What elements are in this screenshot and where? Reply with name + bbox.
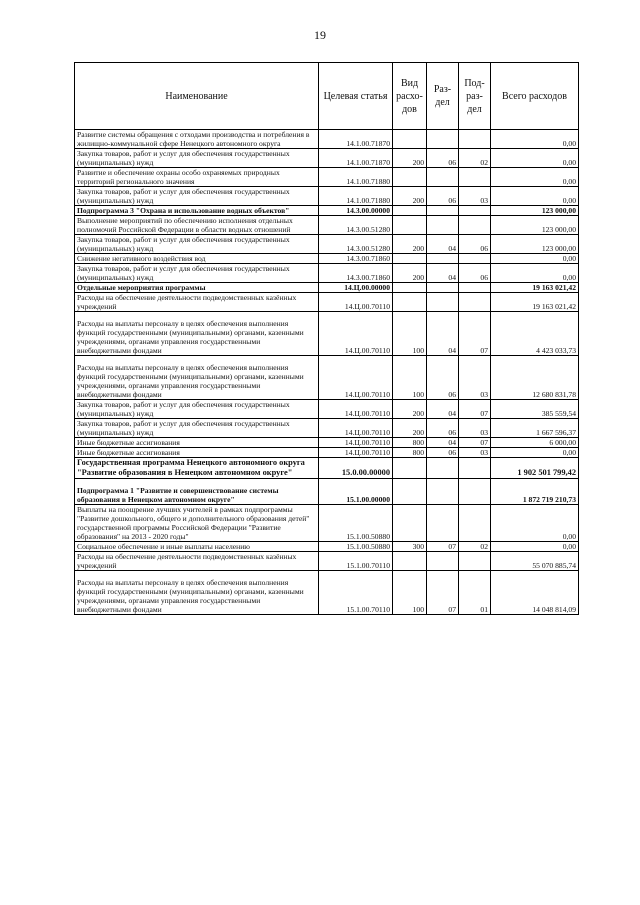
- cell-code: 15.1.00.50880: [319, 505, 393, 542]
- cell-subsection: 07: [459, 400, 491, 419]
- cell-total: 0,00: [491, 187, 579, 206]
- cell-name: Государственная программа Ненецкого автономного округа "Развитие образования в Ненецком автономном округе": [75, 458, 319, 479]
- table-row: [75, 438, 579, 448]
- cell-subsection: [459, 168, 491, 187]
- cell-type: 200: [393, 149, 427, 168]
- cell-code: 15.1.00.70110: [319, 571, 393, 615]
- cell-code: 15.0.00.00000: [319, 458, 393, 479]
- cell-type: [393, 552, 427, 571]
- cell-total: 19 163 021,42: [491, 283, 579, 293]
- cell-section: 04: [427, 235, 459, 254]
- cell-section: [427, 293, 459, 312]
- cell-type: 100: [393, 312, 427, 356]
- header-name: Наименование: [75, 63, 319, 130]
- cell-section: 06: [427, 356, 459, 400]
- cell-name: Закупка товаров, работ и услуг для обеспечения государственных (муниципальных) нужд: [75, 264, 319, 283]
- cell-subsection: [459, 254, 491, 264]
- cell-type: 200: [393, 187, 427, 206]
- table-body: [75, 130, 579, 615]
- cell-total: 385 559,54: [491, 400, 579, 419]
- cell-type: [393, 168, 427, 187]
- cell-type: 800: [393, 448, 427, 458]
- cell-type: 200: [393, 419, 427, 438]
- cell-section: [427, 254, 459, 264]
- cell-subsection: 07: [459, 312, 491, 356]
- cell-subsection: [459, 216, 491, 235]
- header-section: Раз-дел: [427, 63, 459, 130]
- cell-total: 6 000,00: [491, 438, 579, 448]
- table-row: [75, 168, 579, 187]
- table-row: [75, 149, 579, 168]
- table-row: [75, 505, 579, 542]
- cell-total: 4 423 033,73: [491, 312, 579, 356]
- cell-subsection: [459, 130, 491, 149]
- cell-type: 200: [393, 264, 427, 283]
- cell-section: 07: [427, 571, 459, 615]
- cell-name: Развитие системы обращения с отходами производства и потребления в жилищно-коммунальной сфере Ненецкого автономного округа: [75, 130, 319, 149]
- cell-subsection: [459, 552, 491, 571]
- header-type: Вид расхо-дов: [393, 63, 427, 130]
- cell-subsection: [459, 283, 491, 293]
- cell-code: 14.1.00.71870: [319, 130, 393, 149]
- cell-total: 0,00: [491, 542, 579, 552]
- table-row: [75, 448, 579, 458]
- cell-type: [393, 283, 427, 293]
- table-row: [75, 356, 579, 400]
- cell-code: 14.1.00.71870: [319, 149, 393, 168]
- cell-name: Снижение негативного воздействия вод: [75, 254, 319, 264]
- cell-name: Расходы на выплаты персоналу в целях обеспечения выполнения функций государственными (муниципальными) органами, казенными учреждениями, органами управления государственными внебюджетными фондами: [75, 571, 319, 615]
- cell-section: [427, 216, 459, 235]
- cell-section: 04: [427, 400, 459, 419]
- cell-section: [427, 505, 459, 542]
- cell-subsection: 03: [459, 356, 491, 400]
- cell-name: Иные бюджетные ассигнования: [75, 438, 319, 448]
- table-row: [75, 571, 579, 615]
- cell-name: Выплаты на поощрение лучших учителей в рамках подпрограммы "Развитие дошкольного, общего и дополнительного образования детей" государственной программы Российской Федерации "Развитие образования" на 2013 - 2020 годы": [75, 505, 319, 542]
- cell-type: [393, 206, 427, 216]
- table-row: [75, 552, 579, 571]
- cell-total: 1 667 596,37: [491, 419, 579, 438]
- cell-code: 14.3.00.00000: [319, 206, 393, 216]
- cell-section: 04: [427, 264, 459, 283]
- cell-total: 0,00: [491, 264, 579, 283]
- table-row: [75, 542, 579, 552]
- cell-name: Закупка товаров, работ и услуг для обеспечения государственных (муниципальных) нужд: [75, 419, 319, 438]
- cell-code: 14.Ц.00.70110: [319, 400, 393, 419]
- cell-total: 19 163 021,42: [491, 293, 579, 312]
- cell-code: 14.Ц.00.70110: [319, 312, 393, 356]
- table-row: [75, 264, 579, 283]
- budget-table: [74, 62, 579, 615]
- table-row: [75, 235, 579, 254]
- cell-code: 15.1.00.70110: [319, 552, 393, 571]
- cell-subsection: 02: [459, 149, 491, 168]
- table-row: [75, 479, 579, 505]
- cell-name: Закупка товаров, работ и услуг для обеспечения государственных (муниципальных) нужд: [75, 400, 319, 419]
- cell-name: Подпрограмма 3 "Охрана и использование водных объектов": [75, 206, 319, 216]
- cell-type: [393, 505, 427, 542]
- cell-type: 200: [393, 400, 427, 419]
- cell-code: 14.3.00.71860: [319, 254, 393, 264]
- cell-name: Расходы на обеспечение деятельности подведомственных казённых учреждений: [75, 552, 319, 571]
- page-number: 19: [314, 28, 326, 42]
- cell-code: 14.Ц.00.70110: [319, 438, 393, 448]
- cell-name: Выполнение мероприятий по обеспечению исполнения отдельных полномочий Российской Федерации в области водных отношений: [75, 216, 319, 235]
- cell-type: 100: [393, 356, 427, 400]
- table-header-row: [75, 63, 579, 130]
- cell-code: 14.Ц.00.00000: [319, 283, 393, 293]
- cell-total: 0,00: [491, 505, 579, 542]
- cell-type: [393, 479, 427, 505]
- cell-code: 14.3.00.71860: [319, 264, 393, 283]
- cell-code: 14.Ц.00.70110: [319, 419, 393, 438]
- cell-subsection: 06: [459, 264, 491, 283]
- cell-name: Расходы на выплаты персоналу в целях обеспечения выполнения функций государственными (муниципальными) органами, казенными учреждениями, органами управления государственными внебюджетными фондами: [75, 312, 319, 356]
- header-code: Целевая статья: [319, 63, 393, 130]
- cell-type: 800: [393, 438, 427, 448]
- cell-section: 06: [427, 419, 459, 438]
- cell-subsection: [459, 293, 491, 312]
- cell-section: [427, 479, 459, 505]
- cell-code: 14.1.00.71880: [319, 168, 393, 187]
- cell-subsection: 02: [459, 542, 491, 552]
- cell-name: Расходы на обеспечение деятельности подведомственных казённых учреждений: [75, 293, 319, 312]
- cell-type: [393, 458, 427, 479]
- cell-subsection: [459, 479, 491, 505]
- cell-section: 04: [427, 438, 459, 448]
- header-total: Всего расходов: [491, 63, 579, 130]
- cell-type: [393, 254, 427, 264]
- cell-subsection: [459, 206, 491, 216]
- cell-type: [393, 293, 427, 312]
- cell-section: [427, 168, 459, 187]
- table-row: [75, 254, 579, 264]
- cell-type: [393, 130, 427, 149]
- cell-name: Развитие и обеспечение охраны особо охраняемых природных территорий регионального значения: [75, 168, 319, 187]
- table-row: [75, 400, 579, 419]
- cell-code: 15.1.00.50880: [319, 542, 393, 552]
- cell-total: 0,00: [491, 149, 579, 168]
- cell-total: 0,00: [491, 130, 579, 149]
- cell-code: 14.Ц.00.70110: [319, 356, 393, 400]
- cell-name: Закупка товаров, работ и услуг для обеспечения государственных (муниципальных) нужд: [75, 149, 319, 168]
- cell-code: 14.3.00.51280: [319, 235, 393, 254]
- table-row: [75, 206, 579, 216]
- cell-subsection: 01: [459, 571, 491, 615]
- table-row: [75, 312, 579, 356]
- header-subsection: Под-раз-дел: [459, 63, 491, 130]
- cell-section: [427, 283, 459, 293]
- cell-total: 1 902 501 799,42: [491, 458, 579, 479]
- table-row: [75, 419, 579, 438]
- cell-section: [427, 552, 459, 571]
- cell-code: 15.1.00.00000: [319, 479, 393, 505]
- table-row: [75, 458, 579, 479]
- cell-code: 14.Ц.00.70110: [319, 448, 393, 458]
- cell-subsection: 03: [459, 419, 491, 438]
- cell-subsection: 03: [459, 448, 491, 458]
- cell-total: 12 680 831,78: [491, 356, 579, 400]
- cell-code: 14.Ц.00.70110: [319, 293, 393, 312]
- cell-name: Расходы на выплаты персоналу в целях обеспечения выполнения функций государственными (муниципальными) органами, казенными учреждениями, органами управления государственными внебюджетными фондами: [75, 356, 319, 400]
- cell-total: 55 070 885,74: [491, 552, 579, 571]
- cell-subsection: [459, 458, 491, 479]
- cell-name: Закупка товаров, работ и услуг для обеспечения государственных (муниципальных) нужд: [75, 235, 319, 254]
- cell-section: 06: [427, 187, 459, 206]
- cell-subsection: 06: [459, 235, 491, 254]
- cell-total: 123 000,00: [491, 216, 579, 235]
- cell-total: 123 000,00: [491, 235, 579, 254]
- table-row: [75, 187, 579, 206]
- cell-type: 100: [393, 571, 427, 615]
- cell-section: 04: [427, 312, 459, 356]
- cell-name: Подпрограмма 1 "Развитие и совершенствование системы образования в Ненецком автономном округе": [75, 479, 319, 505]
- cell-code: 14.3.00.51280: [319, 216, 393, 235]
- table-row: [75, 130, 579, 149]
- cell-name: Закупка товаров, работ и услуг для обеспечения государственных (муниципальных) нужд: [75, 187, 319, 206]
- cell-total: 0,00: [491, 448, 579, 458]
- cell-section: [427, 458, 459, 479]
- cell-subsection: 03: [459, 187, 491, 206]
- cell-name: Социальное обеспечение и иные выплаты населению: [75, 542, 319, 552]
- cell-name: Иные бюджетные ассигнования: [75, 448, 319, 458]
- cell-subsection: 07: [459, 438, 491, 448]
- cell-type: [393, 216, 427, 235]
- cell-total: 123 000,00: [491, 206, 579, 216]
- cell-section: 06: [427, 149, 459, 168]
- cell-section: 07: [427, 542, 459, 552]
- cell-type: 300: [393, 542, 427, 552]
- table-row: [75, 283, 579, 293]
- cell-section: 06: [427, 448, 459, 458]
- cell-total: 0,00: [491, 254, 579, 264]
- cell-section: [427, 206, 459, 216]
- cell-name: Отдельные мероприятия программы: [75, 283, 319, 293]
- cell-total: 0,00: [491, 168, 579, 187]
- cell-total: 14 048 814,09: [491, 571, 579, 615]
- table-row: [75, 293, 579, 312]
- cell-total: 1 872 719 210,73: [491, 479, 579, 505]
- cell-subsection: [459, 505, 491, 542]
- cell-type: 200: [393, 235, 427, 254]
- table-row: [75, 216, 579, 235]
- cell-section: [427, 130, 459, 149]
- cell-code: 14.1.00.71880: [319, 187, 393, 206]
